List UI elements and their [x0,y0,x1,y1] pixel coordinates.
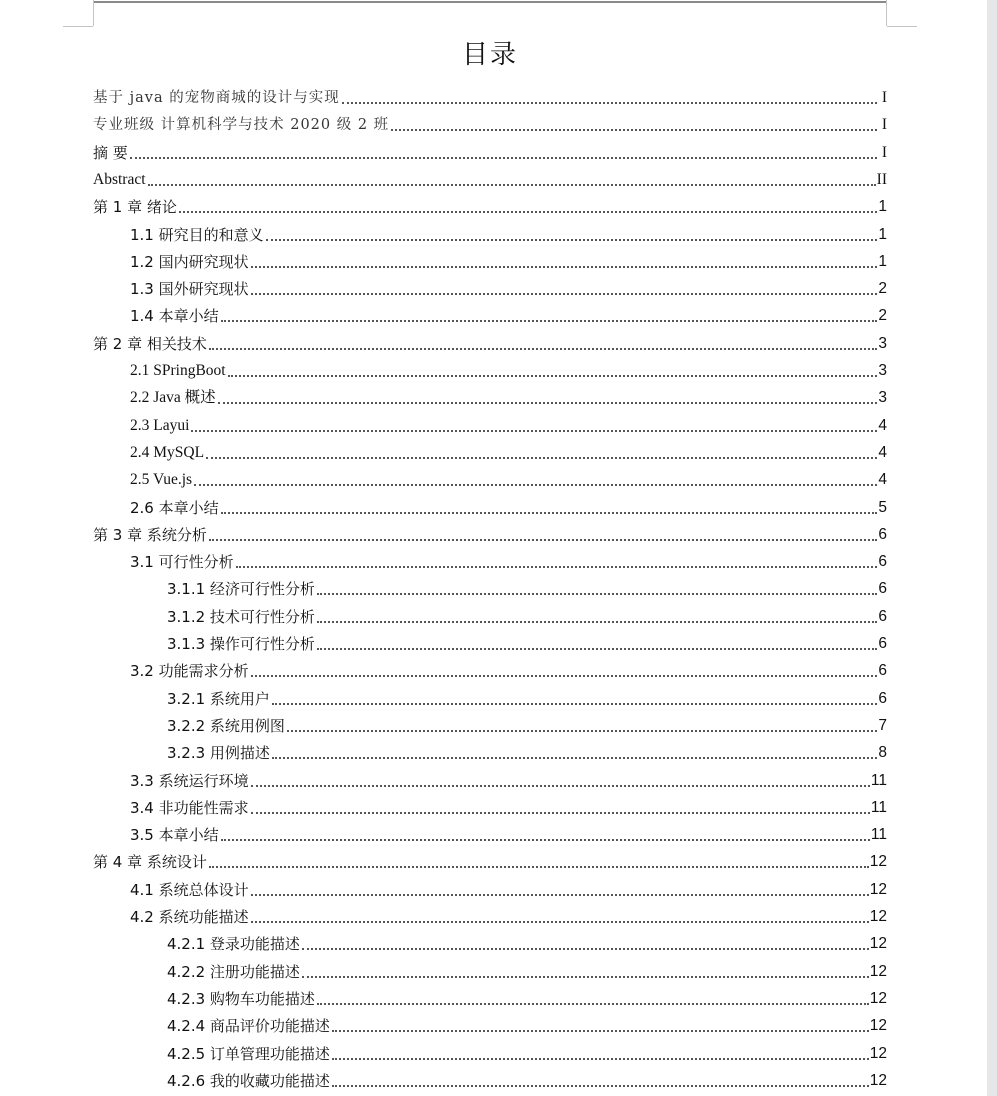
toc-entry-label: Abstract [93,170,146,188]
toc-entry-page-number: 6 [878,662,887,680]
toc-leader-dots [272,757,877,759]
toc-entry[interactable] [167,685,887,709]
toc-leader-dots [302,948,869,950]
toc-leader-dots [317,1003,869,1005]
toc-entry-page-number: 6 [878,580,887,598]
toc-entry-label: 3.2.2 系统用例图 [167,716,285,735]
toc-entry-label: 1.3 国外研究现状 [130,280,249,299]
toc-entry-label: 基于 java 的宠物商城的设计与实现 [93,90,340,106]
toc-entry-label: 4.1 系统总体设计 [130,880,249,899]
toc-entry[interactable] [130,466,887,490]
toc-entry-label: 2.5 Vue.js [130,471,193,489]
toc-leader-dots [332,1058,869,1060]
toc-entry-label: 3.1 可行性分析 [130,553,234,572]
toc-entry[interactable] [130,494,887,518]
toc-leader-dots [251,266,877,268]
page-corner-right-horizontal [887,26,917,27]
toc-entry-page-number: 6 [878,553,887,571]
toc-entry-label: 4.2.5 订单管理功能描述 [167,1044,330,1063]
toc-entry-label: 专业班级 计算机科学与技术 2020 级 2 班 [93,117,390,134]
toc-entry[interactable] [130,821,887,845]
toc-entry-page-number: 4 [878,471,887,489]
toc-leader-dots [130,157,877,159]
toc-entry-label: 4.2 系统功能描述 [130,908,249,926]
toc-entry-label: 4.2.2 注册功能描述 [167,962,300,981]
toc-entry[interactable] [93,111,887,135]
toc-entry[interactable] [93,330,887,354]
toc-leader-dots [209,539,877,541]
toc-leader-dots [317,621,877,623]
toc-leader-dots [251,812,870,814]
toc-entry-label: 4.2.3 购物车功能描述 [167,989,315,1008]
toc-entry[interactable] [167,712,887,736]
toc-leader-dots [317,648,877,650]
toc-entry-page-number: 2 [878,307,887,325]
toc-entry-label: 第 3 章 系统分析 [93,525,207,544]
toc-entry-label: 1.1 研究目的和意义 [130,225,264,244]
toc-entry-label: 3.2.3 用例描述 [167,744,270,763]
toc-entry[interactable] [93,84,887,108]
toc-entry-page-number: 1 [878,198,887,216]
page-top-border [93,1,887,3]
toc-leader-dots [391,129,877,131]
toc-entry-label: 3.4 非功能性需求 [130,798,249,817]
toc-entry-label: 第 1 章 绪论 [93,198,177,217]
toc-leader-dots [302,976,869,978]
toc-entry[interactable] [167,930,887,954]
toc-entry-page-number: 11 [870,771,887,789]
toc-entry-page-number: 8 [878,744,887,762]
toc-leader-dots [148,184,876,186]
toc-entry-label: 2.6 本章小结 [130,498,219,517]
toc-entry-page-number: 12 [869,1071,887,1089]
toc-entry-label: 摘 要 [93,143,128,162]
toc-entry-label: 3.1.1 经济可行性分析 [167,580,315,599]
toc-leader-dots [194,484,877,486]
toc-entry-page-number: 3 [878,362,887,379]
toc-entry[interactable] [93,193,887,217]
toc-entry[interactable] [167,603,887,627]
toc-entry-page-number: I [881,116,887,134]
toc-leader-dots [272,703,877,705]
toc-leader-dots [179,211,877,213]
toc-leader-dots [221,839,870,841]
toc-entry[interactable] [130,794,887,818]
toc-leader-dots [228,375,877,377]
page-corner-right-vertical [886,0,887,26]
toc-entry[interactable] [130,657,887,681]
toc-entry-label: 3.5 本章小结 [130,826,219,845]
toc-entry-label: 3.3 系统运行环境 [130,771,249,790]
toc-entry[interactable] [130,548,887,572]
page-corner-left-horizontal [63,26,93,27]
toc-entry[interactable] [167,958,887,982]
toc-entry-label: 4.2.6 我的收藏功能描述 [167,1071,330,1090]
vertical-scrollbar[interactable] [987,0,997,1096]
toc-entry[interactable] [130,302,887,326]
page-corner-left-vertical [93,0,94,26]
toc-entry-label: 2.4 MySQL [130,443,205,461]
toc-entry[interactable] [93,848,887,872]
toc-entry-page-number: I [881,89,887,106]
toc-entry-page-number: 6 [878,689,887,707]
toc-entry-page-number: 12 [869,880,887,898]
toc-entry[interactable] [130,767,887,791]
toc-entry[interactable] [130,384,887,408]
toc-entry-label: 第 2 章 相关技术 [93,334,207,353]
toc-entry[interactable] [130,439,887,463]
toc-leader-dots [251,675,877,677]
toc-leader-dots [209,348,877,350]
toc-leader-dots [251,921,869,923]
toc-entry[interactable] [130,275,887,299]
toc-leader-dots [236,566,877,568]
toc-entry-label: 1.2 国内研究现状 [130,252,249,271]
toc-entry[interactable] [93,521,887,545]
toc-leader-dots [251,293,877,295]
toc-entry-label: 3.1.2 技术可行性分析 [167,607,315,626]
toc-leader-dots [221,512,877,514]
toc-leader-dots [266,239,877,241]
toc-entry-page-number: 12 [869,962,887,980]
toc-entry[interactable] [130,221,887,245]
toc-entry-label: 1.4 本章小结 [130,307,219,326]
toc-entry-label: 第 4 章 系统设计 [93,853,207,872]
toc-entry[interactable] [167,1040,887,1064]
toc-entry[interactable] [167,1012,887,1036]
toc-entry-label: 3.2.1 系统用户 [167,689,270,708]
toc-entry-label: 3.1.3 操作可行性分析 [167,635,315,653]
toc-leader-dots [221,320,877,322]
toc-leader-dots [342,102,877,104]
toc-entry-page-number: 11 [870,826,887,844]
toc-entry-label: 3.2 功能需求分析 [130,662,249,681]
toc-leader-dots [251,894,869,896]
toc-entry[interactable] [167,985,887,1009]
toc-leader-dots [206,457,877,459]
toc-entry[interactable] [93,166,887,190]
toc-leader-dots [191,430,877,432]
toc-entry-page-number: 4 [878,443,887,461]
toc-leader-dots [218,402,877,404]
toc-entry[interactable] [130,876,887,900]
toc-entry-label: 2.3 Layui [130,416,190,434]
toc-leader-dots [287,730,877,732]
toc-entry[interactable] [167,739,887,763]
toc-entry-page-number: II [876,170,887,188]
toc-leader-dots [332,1030,869,1032]
toc-entry-page-number: 1 [878,252,887,270]
toc-entry-page-number: 7 [878,716,887,734]
toc-entry[interactable] [93,139,887,163]
toc-entry-page-number: 11 [870,798,887,816]
toc-entry-page-number: 12 [869,1044,887,1062]
toc-leader-dots [317,593,877,595]
toc-entry[interactable] [130,412,887,436]
toc-entry-page-number: 3 [878,334,887,352]
toc-entry-page-number: 2 [878,280,887,298]
toc-entry-page-number: 3 [878,389,887,407]
toc-entry-page-number: 5 [878,498,887,516]
toc-leader-dots [332,1085,869,1087]
toc-entry-page-number: 12 [869,908,887,925]
toc-entry-page-number: 6 [878,525,887,543]
toc-leader-dots [251,785,870,787]
toc-entry[interactable] [130,357,887,381]
toc-entry-label: 4.2.4 商品评价功能描述 [167,1017,330,1036]
toc-entry-page-number: 12 [869,935,887,953]
toc-entry-page-number: 12 [869,1017,887,1035]
toc-entry[interactable] [130,248,887,272]
toc-entry-page-number: I [881,143,887,161]
toc-entry-page-number: 6 [878,607,887,625]
toc-title: 目录 [461,40,518,70]
toc-entry[interactable] [167,575,887,599]
toc-leader-dots [209,866,869,868]
toc-entry[interactable] [130,903,887,927]
toc-entry[interactable] [167,1067,887,1091]
toc-entry-page-number: 4 [878,416,887,434]
toc-entry-page-number: 12 [869,989,887,1007]
toc-entry-page-number: 12 [869,853,887,871]
toc-entry-label: 4.2.1 登录功能描述 [167,935,300,954]
toc-entry-label: 2.1 SPringBoot [130,362,226,379]
toc-entry-label: 2.2 Java 概述 [130,389,216,407]
toc-entry-page-number: 6 [878,635,887,652]
toc-entry[interactable] [167,630,887,654]
toc-entry-page-number: 1 [878,225,887,243]
